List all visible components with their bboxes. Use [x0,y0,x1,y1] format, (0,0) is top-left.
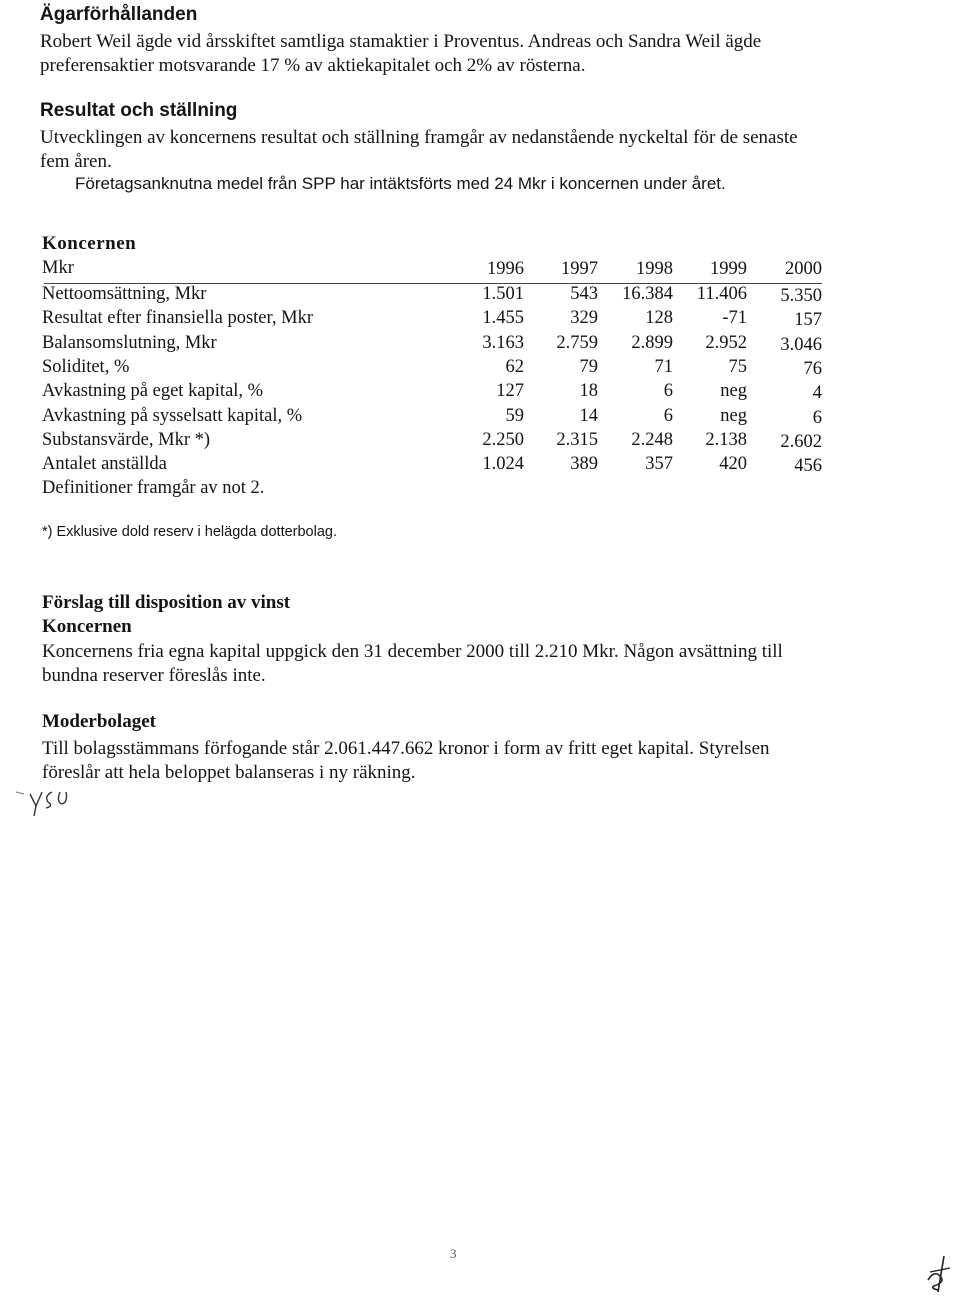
year-header-cell: 1999 [710,259,747,279]
table-cell: 76 [803,358,822,379]
table-cell: 543 [570,284,598,304]
definitions-note: Definitioner framgår av not 2. [42,478,265,498]
paragraph-line: Till bolagsstämmans förfogande står 2.061.447.662 kronor i form av fritt eget kapital. Styrelsen [42,738,770,759]
table-cell: 16.384 [622,284,673,304]
paragraph-line: Koncernens fria egna kapital uppgick den 31 december 2000 till 2.210 Mkr. Någon avsättning till [42,641,783,662]
table-row-label: Soliditet, % [42,356,130,377]
table-cell: 71 [654,356,673,377]
heading-forslag: Förslag till disposition av vinst [42,592,291,613]
table-cell: 329 [570,308,598,329]
paragraph-line: Robert Weil ägde vid årsskiftet samtliga stamaktier i Proventus. Andreas och Sandra Weil ägde [40,31,762,52]
table-cell: 2.138 [705,429,747,450]
paragraph-line: preferensaktier motsvarande 17 % av aktiekapitalet och 2% av rösterna. [40,55,586,76]
table-title: Koncernen [42,233,137,254]
handwritten-initials-mark [14,782,74,822]
unit-label: Mkr [42,258,74,278]
table-row-label: Antalet anställda [42,454,167,475]
table-row-label: Balansomslutning, Mkr [42,332,217,353]
subheading-moderbolaget: Moderbolaget [42,711,156,732]
paragraph-line: bundna reserver föreslås inte. [42,665,266,686]
table-cell: 128 [645,308,673,329]
paragraph-line: föreslår att hela beloppet balanseras i ny räkning. [42,762,416,783]
table-cell: 2.759 [556,332,598,353]
table-cell: 157 [794,310,822,331]
subheading-koncernen: Koncernen [42,616,132,637]
table-cell: 389 [570,454,598,475]
table-cell: 1.455 [482,308,524,329]
paragraph-line: Utvecklingen av koncernens resultat och ställning framgår av nedanstående nyckeltal för de senaste [40,127,798,148]
table-cell: 357 [645,454,673,475]
heading-agarforhallanden: Ägarförhållanden [40,4,198,25]
table-cell: 2.602 [780,431,822,452]
paragraph-line: fem åren. [40,151,112,172]
table-cell: 420 [719,454,747,475]
table-cell: 2.250 [482,429,524,450]
table-cell: 75 [728,356,747,377]
handwritten-signature-mark [920,1250,956,1294]
table-cell: 18 [579,381,598,402]
table-cell: 4 [812,383,822,404]
table-cell: 2.315 [556,429,598,450]
table-row-label: Avkastning på sysselsatt kapital, % [42,405,303,426]
table-cell: 5.350 [780,286,822,306]
table-cell: neg [720,381,747,402]
table-cell: neg [720,405,747,426]
table-cell: 11.406 [696,284,747,304]
heading-resultat: Resultat och ställning [40,100,238,121]
table-cell: 14 [579,405,598,426]
year-header-cell: 1996 [487,259,524,279]
table-cell: 2.952 [705,332,747,353]
page-number: 3 [450,1246,457,1261]
table-cell: 127 [496,381,524,402]
table-cell: 79 [579,356,598,377]
table-footnote: *) Exklusive dold reserv i helägda dotterbolag. [42,524,337,540]
year-header-cell: 2000 [785,259,822,279]
table-row-label: Avkastning på eget kapital, % [42,381,264,402]
table-cell: 6 [663,405,673,426]
table-row-label: Nettoomsättning, Mkr [42,284,207,304]
spp-note: Företagsanknutna medel från SPP har intäktsförts med 24 Mkr i koncernen under året. [75,174,726,193]
table-cell: 1.024 [482,454,524,475]
table-cell: 6 [812,407,822,428]
table-cell: -71 [722,308,747,329]
table-cell: 2.899 [631,332,673,353]
table-cell: 2.248 [631,429,673,450]
year-header-cell: 1998 [636,259,673,279]
table-cell: 3.046 [780,334,822,355]
table-cell: 456 [794,456,822,477]
table-cell: 62 [505,356,524,377]
table-cell: 59 [505,405,524,426]
year-header-cell: 1997 [561,259,598,279]
table-cell: 6 [663,381,673,402]
table-cell: 1.501 [482,284,524,304]
table-row-label: Resultat efter finansiella poster, Mkr [42,308,314,329]
table-cell: 3.163 [482,332,524,353]
table-row-label: Substansvärde, Mkr *) [42,429,211,450]
